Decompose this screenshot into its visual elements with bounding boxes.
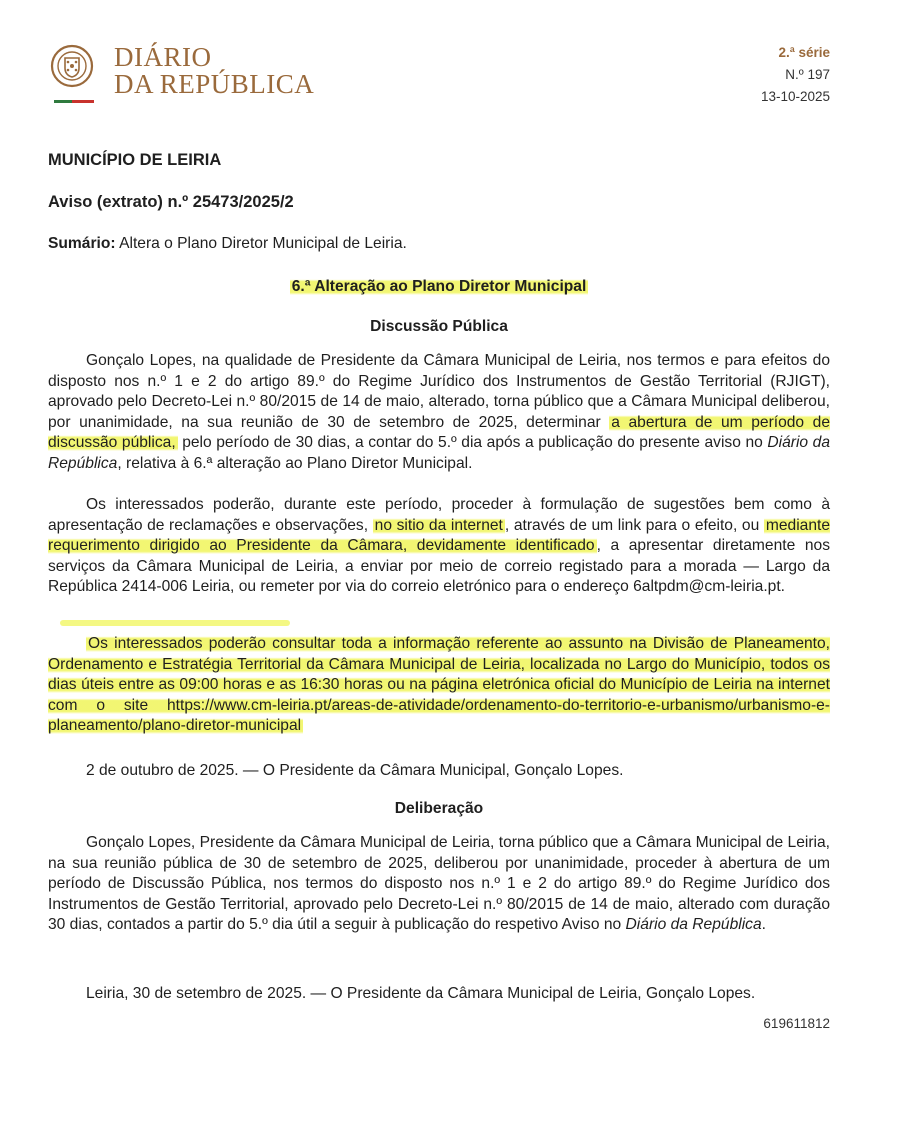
summary-text: Altera o Plano Diretor Municipal de Leiria. <box>119 235 407 252</box>
highlighted-text: no sitio da internet <box>374 516 503 534</box>
reference-number: 619611812 <box>763 1016 830 1031</box>
paragraph-text: Os interessados poderão, durante este período, proceder à formulação de sugestões bem como à apresentação de reclamações e observações, <box>48 496 830 534</box>
republic-seal-icon <box>50 44 94 88</box>
paragraph-submissions <box>48 495 830 598</box>
series-label: 2.ª série <box>778 45 830 60</box>
notice-title: Aviso (extrato) n.º 25473/2025/2 <box>48 193 294 211</box>
flag-stripe <box>54 100 94 103</box>
paragraph-text: Gonçalo Lopes, na qualidade de Presidente da Câmara Municipal de Leiria, nos termos e para efeitos do disposto nos n.º 1 e 2 do artigo 89.º do Regime Jurídico dos Instrumentos de Gestão Territorial (RJIGT), aprovado pelo Decreto-Lei n.º 80/2015 de 14 de maio, alterado, torna público que a Câmara Municipal deliberou, por unanimidade, na sua reunião de 30 de setembro de 2025, determinar <box>48 352 830 431</box>
paragraph-text: pelo período de 30 dias, a contar do 5.º dia após a publicação do presente aviso no <box>177 434 768 451</box>
issue-number: N.º 197 <box>785 67 830 82</box>
entity-title: MUNICÍPIO DE LEIRIA <box>48 151 222 169</box>
alteration-heading <box>48 277 830 298</box>
logo-line-1: DIÁRIO <box>114 42 212 72</box>
paragraph-consultation <box>48 634 830 737</box>
logo-line-2: DA REPÚBLICA <box>114 69 315 99</box>
summary <box>48 234 407 255</box>
paragraph-text: Gonçalo Lopes, Presidente da Câmara Municipal de Leiria, torna público que a Câmara Municipal de Leiria, na sua reunião pública de 30 de setembro de 2025, deliberou por unanimidade, proceder à abertura de um período de Discussão Pública, nos termos do disposto nos n.º 1 e 2 do artigo 89.º do Regime Jurídico dos Instrumentos de Gestão Territorial, aprovado pelo Decreto-Lei n.º 80/2015 de 14 de maio, alterado com duração 30 dias, contados a partir do 5.º dia útil a seguir à publicação do respetivo Aviso no <box>48 834 830 933</box>
document-header <box>48 40 830 110</box>
paragraph-text: . <box>761 916 766 933</box>
paragraph-text: , a apresentar diretamente nos serviços da Câmara Municipal de Leiria, a enviar por meio de correio registado para a morada — Largo da República 2414-006 Leiria, ou remeter por via do correio eletrónico para o endereço 6altpdm@cm-leiria.pt. <box>48 537 830 595</box>
paragraph-announcement <box>48 351 830 474</box>
journal-name: Diário da República <box>48 434 831 472</box>
highlighted-text: Os interessados poderão consultar toda a informação referente ao assunto na Divisão de Planeamento, Ordenamento e Estratégia Territorial da Câmara Municipal de Leiria, localizada no Largo do Município, todos os dias úteis entre as 09:00 horas e as 16:30 horas ou na página eletrónica oficial do Município de Leiria na internet com o site https://www.cm-leiria.pt/areas-de-atividade/ordenamento-do-territorio-e-urbanismo/urbanismo-e-planeamento/plano-diretor-municipal <box>48 635 830 734</box>
signature-date-2: Leiria, 30 de setembro de 2025. — O Presidente da Câmara Municipal de Leiria, Gonçalo Lopes. <box>86 985 756 1002</box>
journal-name: Diário da República <box>625 916 762 933</box>
highlighter-stroke <box>60 620 290 626</box>
signature-date-1: 2 de outubro de 2025. — O Presidente da Câmara Municipal, Gonçalo Lopes. <box>86 762 624 779</box>
publication-logo-text <box>114 44 314 98</box>
highlighted-text: mediante requerimento dirigido ao Presidente da Câmara, devidamente identificado <box>48 516 831 554</box>
publication-meta <box>761 42 830 108</box>
deliberation-heading: Deliberação <box>394 800 484 817</box>
paragraph-deliberation <box>48 833 830 936</box>
issue-date: 13-10-2025 <box>760 89 830 104</box>
alteration-heading-text: 6.ª Alteração ao Plano Diretor Municipal <box>291 278 587 295</box>
highlighted-text: a abertura de um período de discussão pública, <box>48 413 831 451</box>
paragraph-text: , através de um link para o efeito, ou <box>504 516 764 534</box>
discussion-heading: Discussão Pública <box>370 318 508 335</box>
summary-label: Sumário: <box>48 235 116 252</box>
paragraph-text: , relativa à 6.ª alteração ao Plano Diretor Municipal. <box>117 454 473 472</box>
